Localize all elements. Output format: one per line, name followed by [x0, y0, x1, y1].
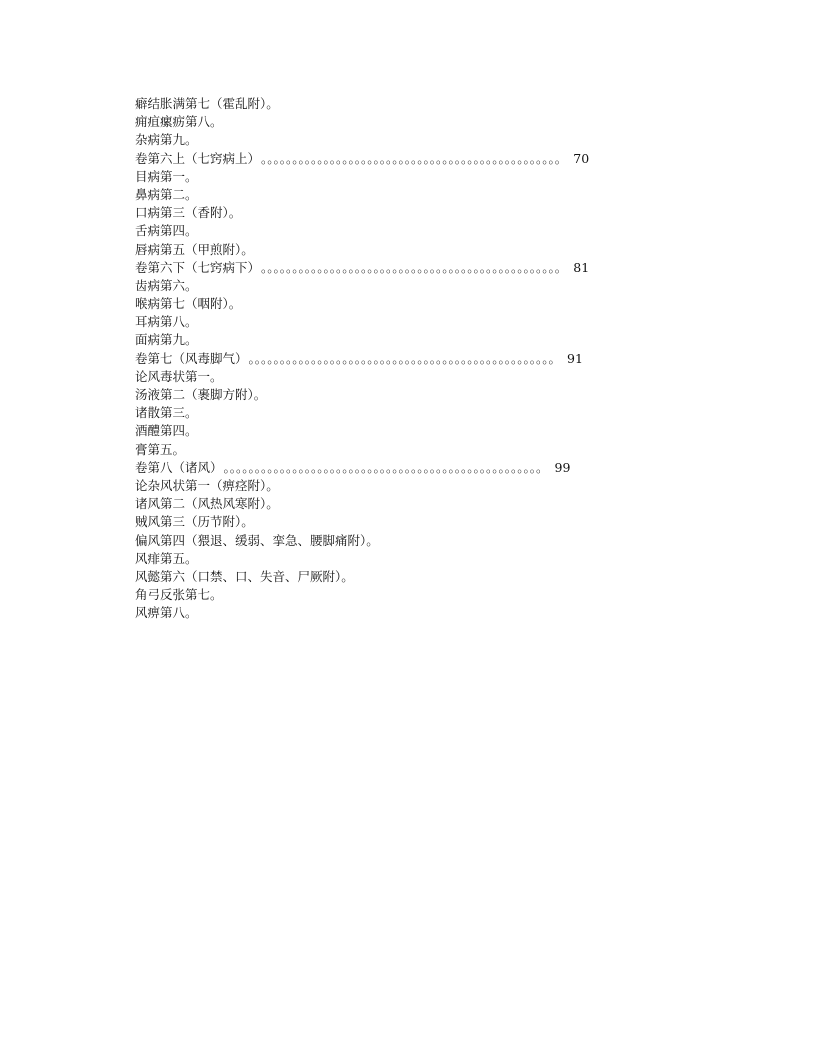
toc-entry — [135, 495, 635, 513]
entry-title: 鼻病第二。 — [135, 186, 198, 202]
entry-title: 面病第九。 — [135, 332, 198, 348]
toc-entry — [135, 368, 635, 386]
entry-title: 喉病第七（咽附）。 — [135, 296, 242, 312]
toc-entry — [135, 422, 635, 440]
toc-entry — [135, 222, 635, 240]
entry-title: 风痱第五。 — [135, 550, 198, 566]
leader-dots: 。。。。。。。。。。。。。。。。。。。。。。。。。。。。。。。。。。。。。。。。。。。。。。。。。 — [248, 350, 562, 366]
volume-title: 卷第六下（七窍病下） — [135, 259, 261, 275]
entry-title: 唇病第五（甲煎附）。 — [135, 241, 254, 257]
entry-title: 诸散第三。 — [135, 405, 198, 421]
entry-title: 贼风第三（历节附）。 — [135, 514, 254, 530]
table-of-contents — [135, 95, 635, 622]
toc-entry — [135, 113, 635, 131]
entry-title: 舌病第四。 — [135, 223, 198, 239]
page-number: 81 — [573, 259, 590, 275]
entry-title: 角弓反张第七。 — [135, 587, 223, 603]
toc-entry — [135, 95, 635, 113]
entry-title: 口病第三（香附）。 — [135, 205, 242, 221]
toc-entry — [135, 331, 635, 349]
entry-title: 痈疽瘰疬第八。 — [135, 114, 223, 130]
toc-entry — [135, 404, 635, 422]
toc-entry — [135, 532, 635, 550]
entry-title: 风痹第八。 — [135, 605, 198, 621]
volume-title: 卷第八（诸风） — [135, 459, 223, 475]
toc-entry — [135, 513, 635, 531]
page-number: 70 — [573, 150, 590, 166]
entry-title: 风懿第六（口禁、口、失音、尸厥附）。 — [135, 568, 354, 584]
toc-entry — [135, 295, 635, 313]
toc-entry — [135, 241, 635, 259]
toc-volume-entry — [135, 459, 635, 477]
entry-title: 杂病第九。 — [135, 132, 198, 148]
leader-dots: 。。。。。。。。。。。。。。。。。。。。。。。。。。。。。。。。。。。。。。。。。。。。。。。。 — [261, 150, 568, 166]
toc-entry — [135, 550, 635, 568]
entry-title: 酒醴第四。 — [135, 423, 198, 439]
toc-entry — [135, 441, 635, 459]
page-number: 91 — [567, 350, 583, 366]
toc-entry — [135, 386, 635, 404]
toc-entry — [135, 586, 635, 604]
entry-title: 耳病第八。 — [135, 314, 198, 330]
page-number: 99 — [554, 459, 571, 475]
entry-title: 诸风第二（风热风寒附）。 — [135, 496, 279, 512]
entry-title: 齿病第六。 — [135, 277, 198, 293]
leader-dots: 。。。。。。。。。。。。。。。。。。。。。。。。。。。。。。。。。。。。。。。。。。。。。。。。 — [261, 259, 568, 275]
volume-title: 卷第六上（七窍病上） — [135, 150, 261, 166]
entry-title: 偏风第四（猥退、缓弱、挛急、腰脚痛附）。 — [135, 532, 379, 548]
entry-title: 膏第五。 — [135, 441, 186, 457]
toc-entry — [135, 313, 635, 331]
toc-entry — [135, 604, 635, 622]
toc-entry — [135, 277, 635, 295]
toc-volume-entry — [135, 350, 635, 368]
leader-dots: 。。。。。。。。。。。。。。。。。。。。。。。。。。。。。。。。。。。。。。。。。。。。。。。。。。。 — [223, 459, 549, 475]
entry-title: 目病第一。 — [135, 168, 198, 184]
toc-volume-entry — [135, 259, 635, 277]
toc-entry — [135, 568, 635, 586]
toc-entry — [135, 168, 635, 186]
entry-title: 论杂风状第一（痹痉附）。 — [135, 477, 279, 493]
volume-title: 卷第七（风毒脚气） — [135, 350, 248, 366]
toc-entry — [135, 186, 635, 204]
toc-entry — [135, 477, 635, 495]
toc-volume-entry — [135, 150, 635, 168]
entry-title: 论风毒状第一。 — [135, 368, 223, 384]
toc-entry — [135, 204, 635, 222]
entry-title: 汤液第二（裹脚方附）。 — [135, 387, 267, 402]
entry-title: 癖结胀满第七（霍乱附）。 — [135, 96, 279, 111]
toc-entry — [135, 131, 635, 149]
